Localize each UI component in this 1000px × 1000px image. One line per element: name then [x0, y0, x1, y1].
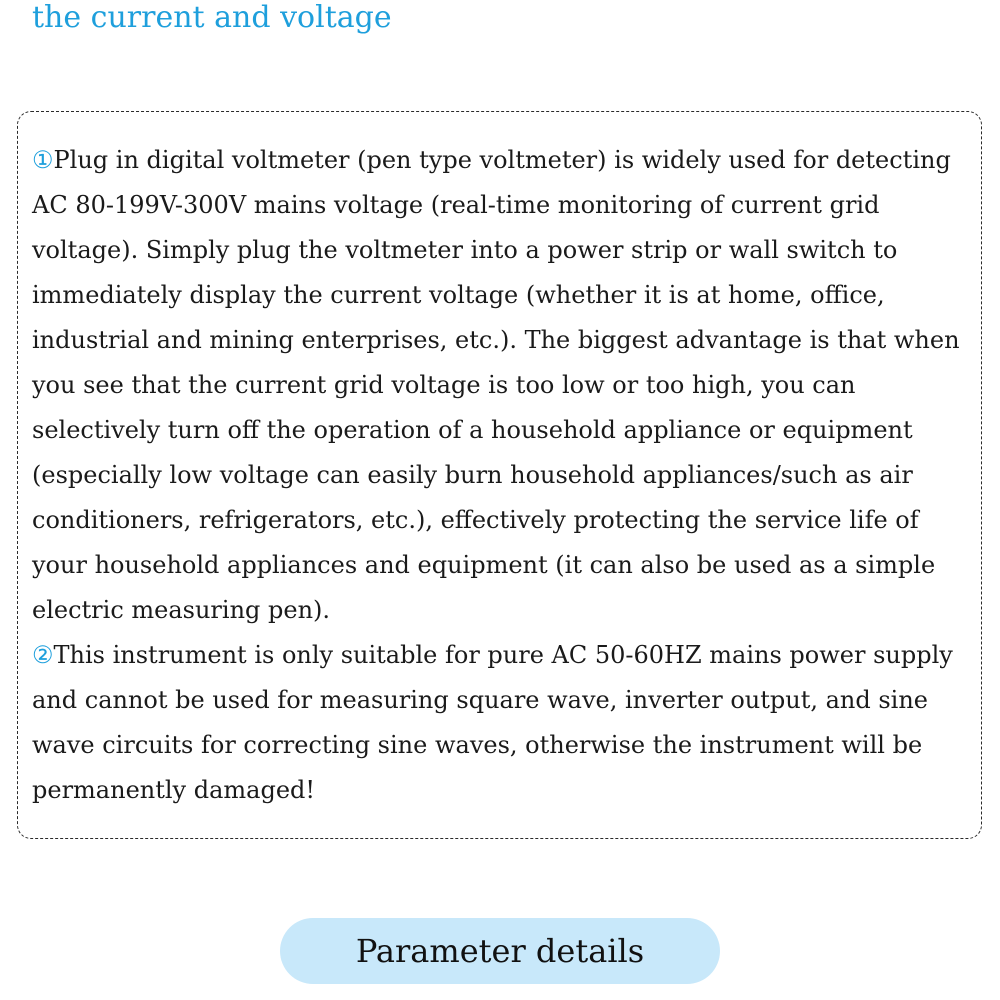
paragraph-1-text: Plug in digital voltmeter (pen type voltmeter) is widely used for detecting AC 80-199V-300V mains voltage (real-time monitoring of current grid voltage). Simply plug the voltmeter into a power strip or wall switch to immediately display the current voltage (whether it is at home, office, industrial and mining enterprises, etc.). The biggest advantage is that when you see that the current grid voltage is too low or too high, you can selectively turn off the operation of a household appliance or equipment (especially low voltage can easily burn household appliances/such as air conditioners, refrigerators, etc.), effectively protecting the service life of your household appliances and equipment (it can also be used as a simple electric measuring pen).	[32, 146, 960, 624]
circled-number-two-icon: ②	[32, 641, 54, 669]
paragraph-2	[32, 633, 977, 813]
paragraph-1	[32, 138, 977, 633]
parameter-details-button[interactable]: Parameter details	[280, 918, 720, 984]
paragraph-2-text: This instrument is only suitable for pure AC 50-60HZ mains power supply and cannot be used for measuring square wave, inverter output, and sine wave circuits for correcting sine waves, otherwise the instrument will be permanently damaged!	[32, 641, 953, 804]
info-text-block	[32, 138, 977, 813]
circled-number-one-icon: ①	[32, 146, 54, 174]
section-heading: the current and voltage	[32, 0, 392, 35]
